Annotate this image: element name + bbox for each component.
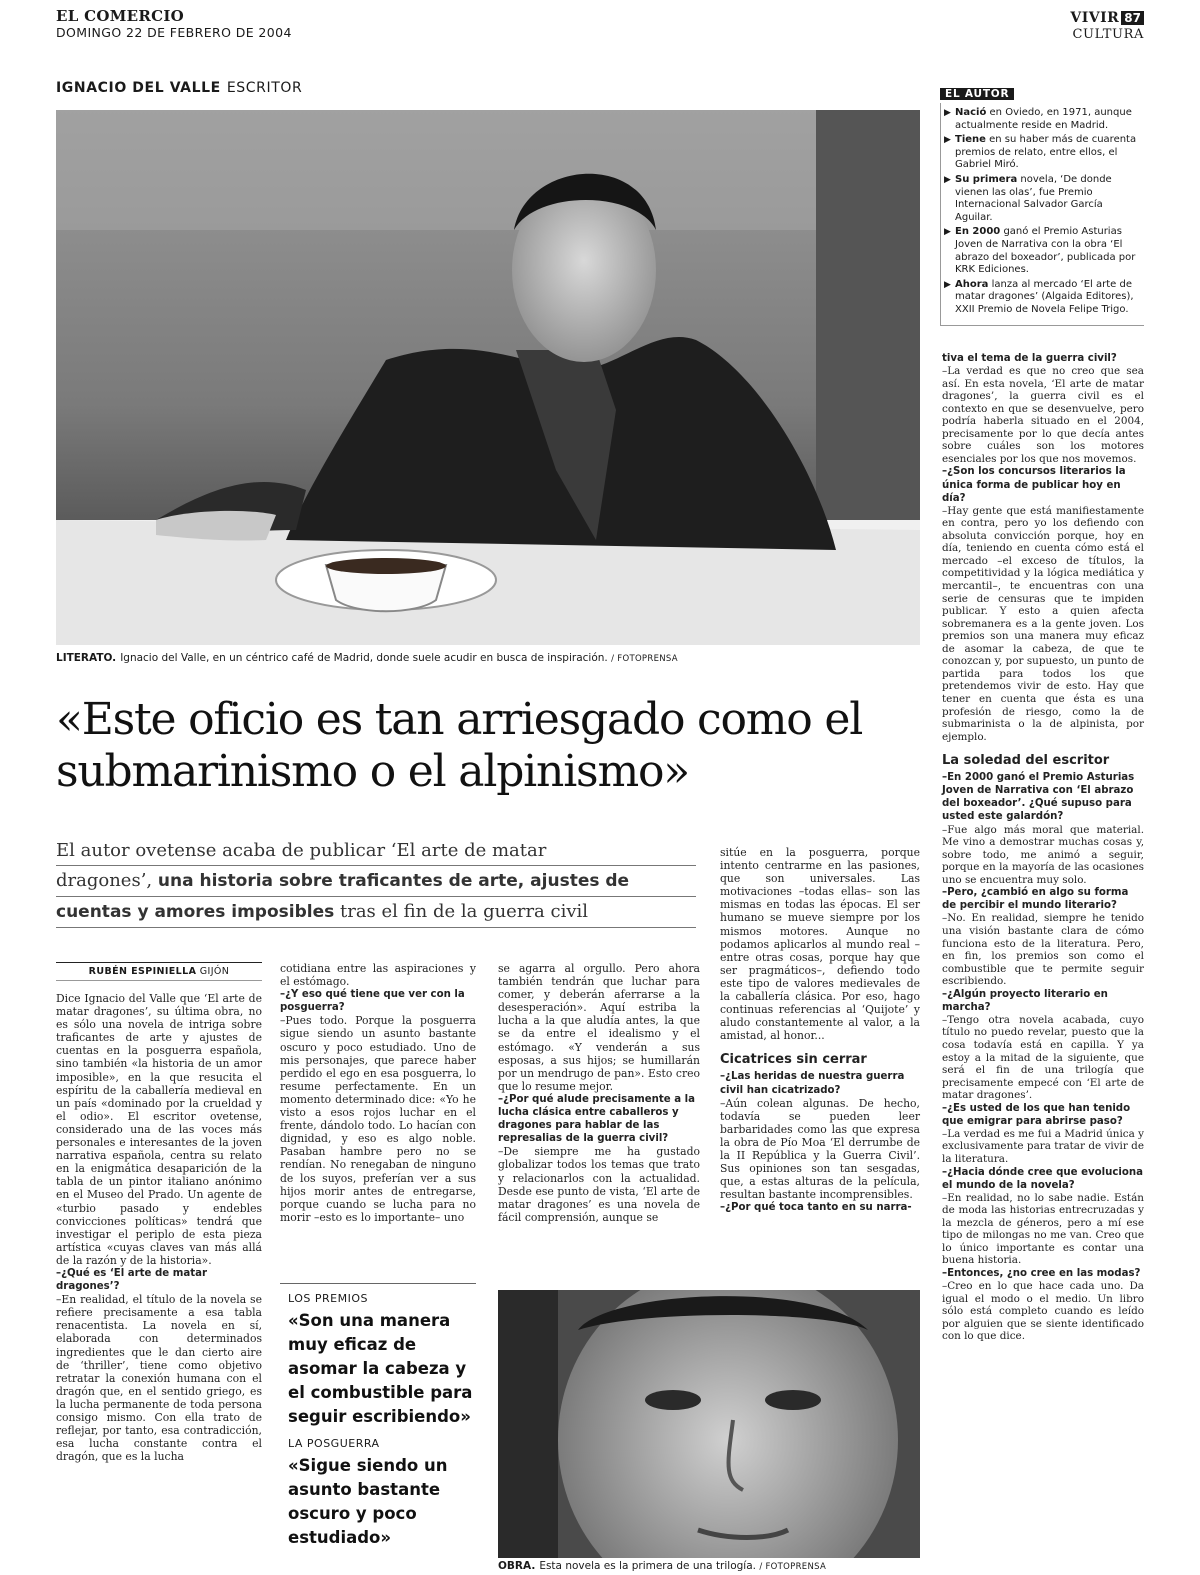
triangle-bullet-icon: ▶: [944, 108, 951, 118]
triangle-bullet-icon: ▶: [944, 227, 951, 238]
fact-lead: Ahora: [955, 278, 989, 290]
triangle-bullet-icon: ▶: [944, 279, 951, 290]
sidebar-fact: [943, 134, 1142, 172]
caption-label: OBRA.: [498, 1560, 536, 1572]
photo-credit: / FOTOPRENSA: [611, 654, 678, 664]
fact-lead: Tiene: [955, 134, 986, 146]
interview-question: –¿Las heridas de nuestra guerra civil han cicatrizado?: [720, 1071, 905, 1096]
sidebar-fact: [943, 226, 1142, 276]
interview-question: tiva el tema de la guerra civil?: [942, 353, 1117, 364]
sidebar-fact: [943, 174, 1142, 224]
caption-text: Esta novela es la primera de una trilogía.: [539, 1560, 760, 1572]
deck-line-2: [56, 866, 696, 897]
interview-answer: –Pues todo. Porque la posguerra sigue siendo un asunto bastante oscuro y poco estudiado. Uno de mis personajes, que parece haber perdido el ego en esa posguerra, lo resume perfectamente. En un momento determinado dice: «Yo he visto a esos rojos luchar en el frente, dándolo todo. Lo hacían con dignidad, y eso es algo noble. Pasaban hambre pero no se rendían. No renegaban de ninguno de los suyos, preferían ver a sus hijos morir antes de entregarse, porque cuando se lucha para no morir –esto es lo importante– uno: [280, 1014, 476, 1224]
interview-answer: –En realidad, el título de la novela se refiere precisamente a esa tabla renacentista. La novela en sí, elaborada con determinados ingredientes que le dan cierto aire de ‘thriller’, tiene como objetivo retratar la conexión humana con el dragón que, en el sentido griego, es la lucha permanente de toda persona consigo mismo. Con ella trato de reflejar, por tanto, esa contradicción, esa lucha constante contra el dragón, que es la lucha: [56, 1293, 262, 1464]
interview-question: –¿Y eso qué tiene que ver con la posguerra?: [280, 989, 465, 1014]
interview-answer: –La verdad es que no creo que sea así. En esta novela, ‘El arte de matar dragones’, la guerra civil es el contexto en que se desenvuelve, pero podría haberla situado en el 2004, precisamente por lo que decía antes sobre cuáles son los motores esenciales por los que nos movemos.: [942, 365, 1144, 465]
interview-question: –Entonces, ¿no cree en las modas?: [942, 1268, 1141, 1280]
article-paragraph: se agarra al orgullo. Pero ahora también tendrán que luchar para comer, y deberán aferrarse a la desesperación». Aquí estriba la lucha a la que aludía antes, la que se da entre el idealismo y el estómago. «Y venderán a sus esposas, a sus hijos; se humillarán por un mendrugo de pan». Esto creo que lo resume mejor.: [498, 962, 700, 1093]
triangle-bullet-icon: ▶: [944, 135, 951, 146]
article-column-4: [720, 846, 920, 1214]
article-paragraph: Dice Ignacio del Valle que ‘El arte de matar dragones’, su última obra, no es sólo una novela de intriga sobre traficantes de arte y ajustes de cuentas en la posguerra española, sino también «la historia de un amor imposible», en la que resucita el espíritu de la caballería medieval en un país «dominado por la crueldad y el odio». El escritor ovetense, considerado una de las voces más personales e interesantes de la joven narrativa española, centra su relato en la enigmática desaparición de la tabla de un pintor italiano anónimo en el Museo del Prado. Un agente de «turbio pasado y endebles convicciones políticas» tendrá que investigar el periplo de esta pieza artística «cuyas claves van más allá de la razón y de la historia».: [56, 992, 262, 1267]
interview-answer: –Fue algo más moral que material. Me vino a demostrar muchas cosas y, sobre todo, me animó a seguir, porque en la mayoría de las ocasiones uno se encuentra muy solo.: [942, 823, 1144, 886]
pull-quote: «Son una manera muy eficaz de asomar la cabeza y el combustible para seguir escribiendo»: [288, 1311, 473, 1426]
interview-question: –¿Por qué alude precisamente a la lucha clásica entre caballeros y dragones para hablar de las represalias de la guerra civil?: [498, 1093, 695, 1145]
triangle-bullet-icon: ▶: [944, 174, 951, 185]
author-place: GIJÓN: [199, 966, 230, 977]
author-byline: [56, 962, 262, 981]
main-photo-image: [56, 110, 920, 645]
section-header: [1070, 7, 1144, 42]
fact-text: en su haber más de cuarenta premios de relato, entre ellos, el Gabriel Miró.: [955, 134, 1137, 171]
page-number: 87: [1121, 11, 1144, 25]
interview-question: –¿Es usted de los que han tenido que emigrar para abrirse paso?: [942, 1102, 1131, 1127]
headline: «Este oficio es tan arriesgado como el submarinismo o el alpinismo»: [56, 694, 863, 797]
second-photo-image: [498, 1290, 920, 1558]
section-subhead: Cicatrices sin cerrar: [720, 1052, 867, 1068]
interview-question: –¿Hacia dónde cree que evoluciona el mundo de la novela?: [942, 1166, 1144, 1191]
interview-question: –¿Algún proyecto literario en marcha?: [942, 988, 1108, 1013]
fact-lead: Su primera: [955, 173, 1018, 185]
article-column-1: [56, 992, 262, 1463]
deck-line-3-plain: tras el fin de la guerra civil: [339, 901, 589, 922]
article-column-2: [280, 962, 476, 1224]
section-subhead: La soledad del escritor: [942, 753, 1110, 769]
pull-quotes: [280, 1283, 476, 1558]
deck-line-1: El autor ovetense acaba de publicar ‘El arte de matar: [56, 836, 696, 866]
deck-subheadline: [56, 836, 696, 928]
issue-date: DOMINGO 22 DE FEBRERO DE 2004: [56, 25, 292, 40]
main-photo: [56, 110, 920, 645]
interview-answer: –Tengo otra novela acabada, cuyo título no puedo revelar, puesto que la cosa todavía está en capilla. Y ya estoy a la mitad de la siguiente, que será el fin de una trilogía que precisamente empecé con ‘El arte de matar dragones’.: [942, 1013, 1144, 1102]
sidebar-fact: [943, 107, 1142, 132]
main-photo-caption: [56, 652, 920, 666]
fact-text: ganó el Premio Asturias Joven de Narrativa con la obra ‘El abrazo del boxeador’, publicada por KRK Ediciones.: [955, 226, 1136, 276]
quote-label: LA POSGUERRA: [288, 1437, 380, 1450]
publication-name: EL COMERCIO: [56, 7, 185, 25]
quote-label: LOS PREMIOS: [288, 1292, 368, 1305]
interview-answer: –En realidad, no lo sabe nadie. Están de moda las historias entrecruzadas y la mezcla de géneros, pero a mí ese tipo de milongas no me van. Creo que lo único importante es contar una buena historia.: [942, 1191, 1144, 1267]
deck-line-3: [56, 897, 696, 928]
caption-text: Ignacio del Valle, en un céntrico café de Madrid, donde suele acudir en busca de inspiración.: [120, 652, 608, 664]
pull-quote: «Sigue siendo un asunto bastante oscuro y poco estudiado»: [288, 1456, 448, 1547]
fact-lead: En 2000: [955, 226, 1001, 238]
interview-answer: –Aún colean algunas. De hecho, todavía se pueden leer barbaridades como las que expresa la obra de Pío Moa ‘El derrumbe de la II República y la Guerra Civil’. Sus opiniones son tan sesgadas, que, a estas alturas de la película, resultan bastante incomprensibles.: [720, 1096, 920, 1202]
interviewee-role: ESCRITOR: [226, 80, 303, 96]
interviewee-name: IGNACIO DEL VALLE: [56, 80, 221, 96]
fact-text: lanza al mercado ‘El arte de matar dragones’ (Algaida Editores), XXII Premio de Novela Felipe Trigo.: [955, 278, 1134, 315]
interview-answer: –De siempre me ha gustado globalizar todos los temas que trato y relacionarlos con la actualidad. Desde ese punto de vista, ‘El arte de matar dragones’ es una novela de fácil comprensión, aunque se: [498, 1145, 700, 1224]
interviewee-label: [56, 80, 302, 96]
sidebar-box: [940, 103, 1144, 326]
second-photo: [498, 1290, 920, 1558]
sidebar-fact: [943, 279, 1142, 317]
deck-line-3-bold: cuentas y amores imposibles: [56, 902, 335, 922]
subsection-name: CULTURA: [1072, 27, 1144, 42]
deck-line-2-plain: dragones’,: [56, 870, 153, 891]
interview-question: –¿Son los concursos literarios la única forma de publicar hoy en día?: [942, 466, 1126, 504]
interview-answer: –No. En realidad, siempre he tenido una visión bastante clara de cómo funciona esto de la literatura. Pero, en fin, los premios son como el combustible que te permite seguir escribiendo.: [942, 912, 1144, 988]
photo-credit: / FOTOPRENSA: [759, 1562, 827, 1572]
caption-label: LITERATO.: [56, 652, 117, 664]
interview-question: –¿Por qué toca tanto en su narra-: [720, 1202, 912, 1214]
second-photo-caption-visible: [498, 1560, 920, 1574]
interview-answer: –Hay gente que está manifiestamente en contra, pero yo los defiendo con absoluta convicción porque, hoy en día, teniendo en cuenta cómo está el mercado –el exceso de títulos, la competitividad y la lógica mediática y mercantil–, te encuentras con una serie de censuras que te impiden publicar. Y esto a quien afecta sobremanera es a la gente joven. Los premios son una manera muy eficaz de asomar la cabeza, de que te conozcan y, por supuesto, un punto de partida para todos los que pretendemos vivir de esto. Hay que tener en cuenta que ésta es una profesión de riesgo, como la de submarinista o la de alpinista, por ejemplo.: [942, 504, 1144, 743]
article-paragraph: sitúe en la posguerra, porque intento centrarme en las pasiones, que son universales. Las motivaciones –todas ellas– son las mismas en todas las épocas. El ser humano se mueve siempre por los mismos motores. Aunque no podamos aplicarlos al mundo real –entre otras cosas, porque hay que ser pragmáticos–, defiendo todo este tipo de valores medievales de la caballería clásica. Por eso, hago continuas referencias al ‘Quijote’ y aludo constantemente al valor, a la amistad, al honor...: [720, 846, 920, 1043]
interview-question: –Pero, ¿cambió en algo su forma de percibir el mundo literario?: [942, 887, 1129, 912]
author-name: RUBÉN ESPINIELLA: [88, 966, 197, 977]
deck-line-2-bold: una historia sobre traficantes de arte, ajustes de: [157, 871, 630, 891]
author-sidebar: [940, 82, 1144, 326]
fact-text: en Oviedo, en 1971, aunque actualmente reside en Madrid.: [955, 107, 1132, 131]
interview-question: –En 2000 ganó el Premio Asturias Joven de Narrativa con ‘El abrazo del boxeador’. ¿Qué supuso para usted este galardón?: [942, 772, 1135, 823]
fact-text: novela, ‘De donde vienen las olas’, fue Premio Internacional Salvador García Aguilar.: [955, 173, 1112, 223]
interview-question: –¿Qué es ‘El arte de matar dragones’?: [56, 1267, 207, 1293]
article-column-5: [942, 352, 1144, 1343]
interview-answer: –La verdad es me fui a Madrid única y exclusivamente para tratar de vivir de la literatura.: [942, 1127, 1144, 1166]
fact-lead: Nació: [955, 107, 987, 118]
article-paragraph: cotidiana entre las aspiraciones y el estómago.: [280, 962, 476, 989]
sidebar-tag: EL AUTOR: [940, 88, 1014, 100]
interview-answer: –Creo en lo que hace cada uno. Da igual el modo o el medio. Un libro sólo está completo cuando es leído por alguien que se siente identificado con lo que dice.: [942, 1280, 1144, 1343]
article-column-3: [498, 962, 700, 1224]
section-name: VIVIR: [1070, 10, 1120, 26]
